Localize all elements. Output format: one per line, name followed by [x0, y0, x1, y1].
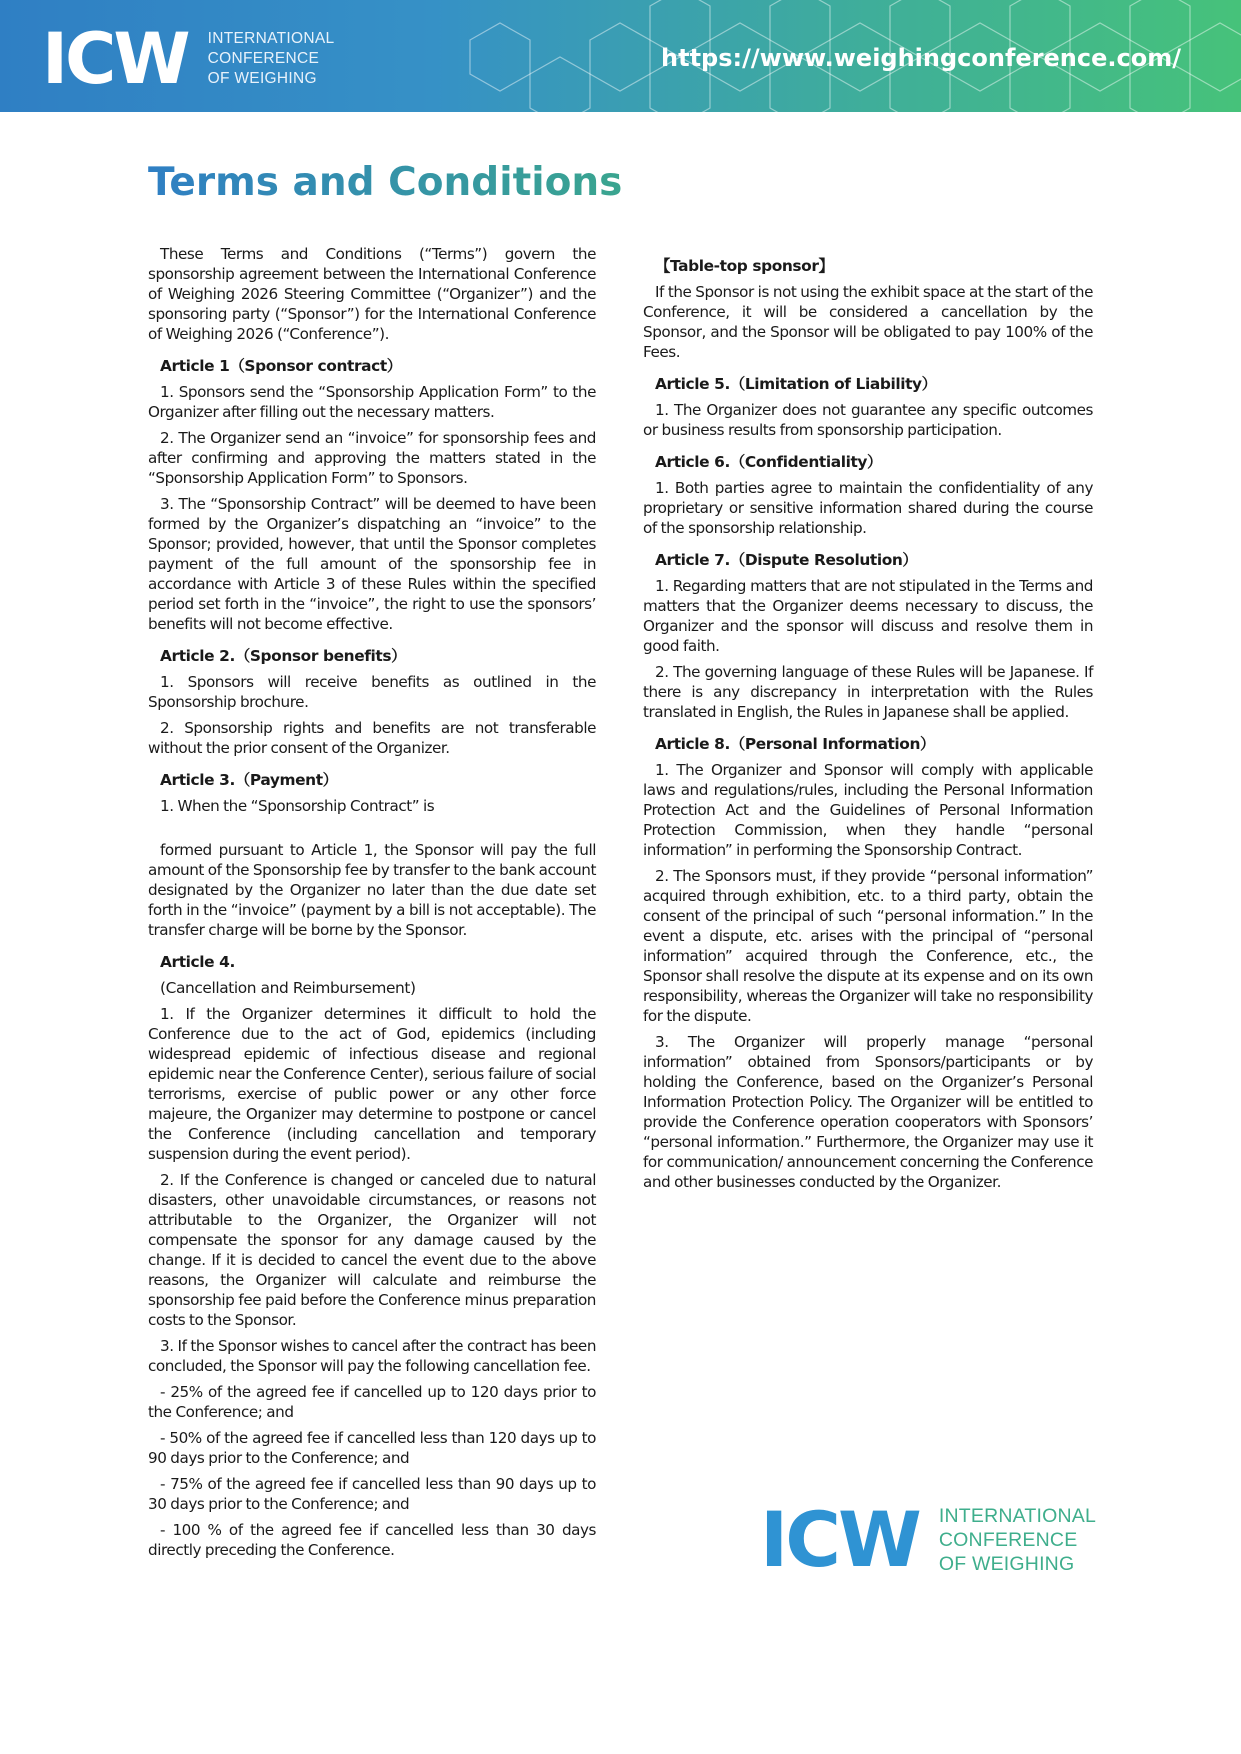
logo-word-line: CONFERENCE — [207, 50, 320, 67]
paragraph: - 25% of the agreed fee if cancelled up to 120 days prior to the Conference; and — [148, 1383, 596, 1421]
paragraph: These Terms and Conditions (“Terms”) govern the sponsorship agreement between the International Conference of Weighing 2026 Steering Committee (“Organizer”) and the sponsoring party (“Sponsor”) for the International Conference of Weighing 2026 (“Conference”). — [148, 245, 596, 343]
paragraph: - 50% of the agreed fee if cancelled less than 120 days up to 90 days prior to the Conference; and — [148, 1429, 596, 1467]
logo-mark: ICW — [42, 18, 188, 100]
header-logo — [42, 18, 335, 100]
paragraph: 3. The Organizer will properly manage “personal information” obtained from Sponsors/participants or by holding the Conference, based on the Organizer’s Personal Information Protection Policy. The Organizer will be entitled to provide the Conference operation cooperators with Sponsors’ “personal information.” Furthermore, the Organizer may use it for communication/ announcement concerning the Conference and other businesses conducted by the Organizer. — [643, 1033, 1093, 1191]
paragraph: 2. The Sponsors must, if they provide “personal information” acquired through exhibition, etc. to a third party, obtain the consent of the principal of such “personal information.” In the event a dispute, etc. arises with the principal of “personal information” acquired through the Conference, etc., the Sponsor shall resolve the dispute at its expense and on its own responsibility, whereas the Organizer will take no responsibility for the dispute. — [643, 867, 1093, 1025]
paragraph: 1. Sponsors send the “Sponsorship Application Form” to the Organizer after filling out the necessary matters. — [148, 383, 596, 421]
paragraph: 3. If the Sponsor wishes to cancel after the contract has been concluded, the Sponsor will pay the following cancellation fee. — [148, 1337, 596, 1375]
article-heading: Article 2.（Sponsor benefits） — [160, 647, 407, 665]
left-column — [148, 244, 596, 1566]
footer-logo — [760, 1495, 1097, 1584]
footer-logo-word-line: CONFERENCE — [938, 1529, 1078, 1551]
paragraph: 3. The “Sponsorship Contract” will be deemed to have been formed by the Organizer’s dispatching an “invoice” to the Sponsor; provided, however, that until the Sponsor completes payment of the full amount of the sponsorship fee in accordance with Article 3 of these Rules within the specified period set forth in the “invoice”, the right to use the sponsors’ benefits will not become effective. — [148, 495, 596, 633]
paragraph: 1. Regarding matters that are not stipulated in the Terms and matters that the Organizer deems necessary to discuss, the Organizer and the sponsor will discuss and resolve them in good faith. — [643, 577, 1093, 655]
footer-logo-word-line: OF WEIGHING — [938, 1553, 1075, 1575]
paragraph: 2. The governing language of these Rules will be Japanese. If there is any discrepancy in interpretation with the Rules translated in English, the Rules in Japanese shall be applied. — [643, 663, 1093, 721]
paragraph: 1. Both parties agree to maintain the confidentiality of any proprietary or sensitive information shared during the course of the sponsorship relationship. — [643, 479, 1093, 537]
header-banner — [0, 0, 1241, 112]
paragraph: 1. The Organizer and Sponsor will comply with applicable laws and regulations/rules, including the Personal Information Protection Act and the Guidelines of Personal Information Protection Commission, when they handle “personal information” in performing the Sponsorship Contract. — [643, 761, 1093, 859]
paragraph: If the Sponsor is not using the exhibit space at the start of the Conference, it will be considered a cancellation by the Sponsor, and the Sponsor will be obligated to pay 100% of the Fees. — [643, 283, 1093, 361]
right-column — [643, 244, 1093, 1198]
logo-word-line: INTERNATIONAL — [207, 30, 335, 47]
paragraph: 1. When the “Sponsorship Contract” is — [160, 797, 435, 815]
article-heading: Article 6.（Confidentiality） — [655, 453, 883, 471]
article-heading: Article 3.（Payment） — [160, 771, 338, 789]
article-heading: 【Table-top sponsor】 — [655, 257, 834, 275]
paragraph: - 100 % of the agreed fee if cancelled less than 30 days directly preceding the Conference. — [148, 1521, 596, 1559]
article-heading: Article 5.（Limitation of Liability） — [655, 375, 937, 393]
paragraph: formed pursuant to Article 1, the Sponsor will pay the full amount of the Sponsorship fee by transfer to the bank account designated by the Organizer no later than the due date set forth in the “invoice” (payment by a bill is not acceptable). The transfer charge will be borne by the Sponsor. — [148, 841, 596, 939]
article-heading: Article 1（Sponsor contract） — [160, 357, 402, 375]
paragraph: 2. Sponsorship rights and benefits are not transferable without the prior consent of the Organizer. — [148, 719, 596, 757]
logo-wordmark — [208, 29, 335, 89]
article-heading: Article 7.（Dispute Resolution） — [655, 551, 918, 569]
article-heading: Article 8.（Personal Information） — [655, 735, 936, 753]
paragraph: 2. If the Conference is changed or canceled due to natural disasters, other unavoidable circumstances, or reasons not attributable to the Organizer, the Organizer will not compensate the sponsor for any damage caused by the change. If it is decided to cancel the event due to the above reasons, the Organizer will calculate and reimburse the sponsorship fee paid before the Conference minus preparation costs to the Sponsor. — [148, 1171, 596, 1329]
paragraph: 1. If the Organizer determines it difficult to hold the Conference due to the act of God, epidemics (including widespread epidemic of infectious disease and regional epidemic near the Conference Center), serious failure of social terrorisms, exercise of public power or any other force majeure, the Organizer may determine to postpone or cancel the Conference (including cancellation and temporary suspension during the event period). — [148, 1005, 596, 1163]
page-title: Terms and Conditions — [148, 160, 623, 205]
footer-logo-wordmark — [939, 1504, 1096, 1576]
logo-word-line: OF WEIGHING — [207, 70, 317, 87]
paragraph: - 75% of the agreed fee if cancelled less than 90 days up to 30 days prior to the Conference; and — [148, 1475, 596, 1513]
website-url-link[interactable]: https://www.weighingconference.com/ — [661, 44, 1181, 72]
article-subheading: (Cancellation and Reimbursement) — [160, 979, 416, 997]
spacer — [148, 822, 596, 840]
footer-logo-mark: ICW — [760, 1495, 919, 1584]
paragraph: 2. The Organizer send an “invoice” for sponsorship fees and after confirming and approving the matters stated in the “Sponsorship Application Form” to Sponsors. — [148, 429, 596, 487]
footer-logo-word-line: INTERNATIONAL — [938, 1505, 1097, 1527]
article-heading: Article 4. — [160, 953, 235, 971]
paragraph: 1. Sponsors will receive benefits as outlined in the Sponsorship brochure. — [148, 673, 596, 711]
paragraph: 1. The Organizer does not guarantee any specific outcomes or business results from sponsorship participation. — [643, 401, 1093, 439]
